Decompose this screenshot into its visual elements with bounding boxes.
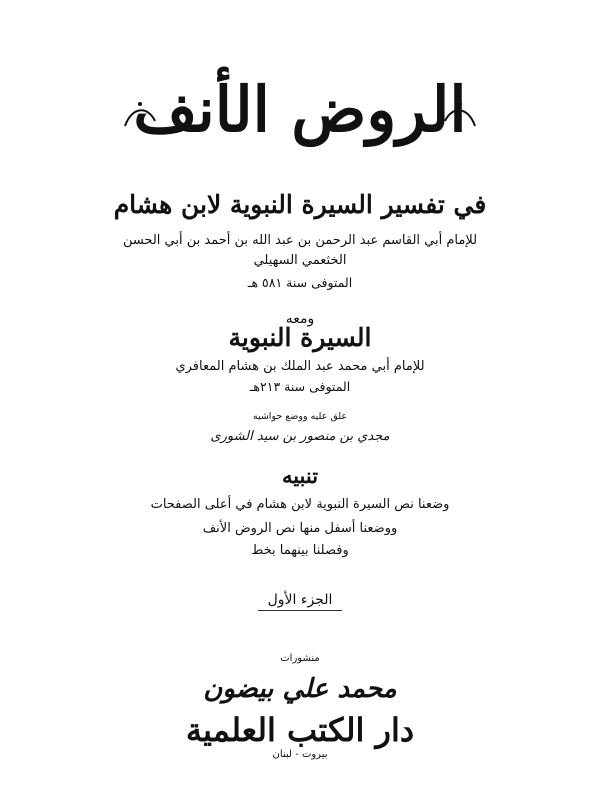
publisher-city: بيروت - لبنان <box>272 749 328 760</box>
with-label: ومعه <box>285 311 315 327</box>
publisher-label: منشورات <box>280 653 320 664</box>
author-death-date: المتوفى سنة ٥٨١ هـ <box>247 275 353 290</box>
book-title: الروض الأنف <box>133 73 467 146</box>
annotator-name: مجدي بن منصور بن سيد الشورى <box>210 429 390 444</box>
publishing-house: دار الكتب العلمية <box>185 711 415 749</box>
second-author-death-date: المتوفى سنة ٢١٣هـ <box>249 379 351 394</box>
book-subtitle: في تفسير السيرة النبوية لابن هشام <box>113 190 487 219</box>
note-line-2: ووضعنا أسفل منها نص الروض الأنف <box>202 521 398 536</box>
note-line-1: وضعنا نص السيرة النبوية لابن هشام في أعلى الصفحات <box>150 497 450 512</box>
volume-underline <box>258 610 342 611</box>
second-author: للإمام أبي محمد عبد الملك بن هشام المعافري <box>175 359 425 374</box>
volume-label: الجزء الأول <box>267 592 333 608</box>
note-title: تنبيه <box>281 463 319 488</box>
author-line-2: الخثعمي السهيلي <box>253 253 347 268</box>
publisher-name: محمد علي بيضون <box>203 674 397 704</box>
author-line-1: للإمام أبي القاسم عبد الرحمن بن عبد الله بن أحمد بن أبي الحسن <box>122 233 478 248</box>
second-title: السيرة النبوية <box>228 323 372 352</box>
annotation-label: علق عليه ووضع حواشيه <box>252 411 348 422</box>
note-line-3: وفصلنا بينهما بخط <box>251 543 349 558</box>
